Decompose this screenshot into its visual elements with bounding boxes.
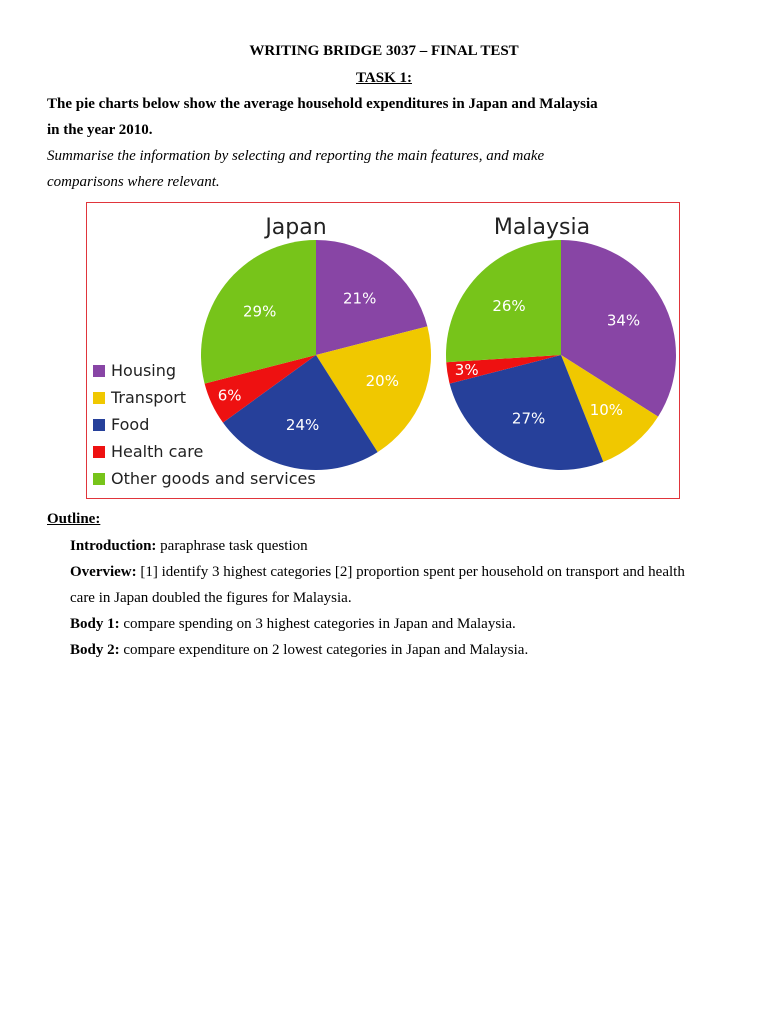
question-line-1: The pie charts below show the average household expenditures in Japan and Malaysia [47, 96, 598, 112]
task-heading: TASK 1: [356, 70, 412, 86]
legend-label: Housing [111, 361, 177, 380]
intro-label: Introduction: [70, 538, 157, 554]
overview-label: Overview: [70, 564, 137, 580]
question-line-2: in the year 2010. [47, 122, 153, 138]
document-title: WRITING BRIDGE 3037 – FINAL TEST [249, 43, 519, 59]
pie-charts-svg [87, 203, 681, 500]
chart-title: Japan [265, 215, 327, 240]
chart-title: Malaysia [493, 215, 591, 240]
legend-swatch [93, 365, 105, 377]
slice-label: 24% [285, 416, 320, 434]
pie-charts-figure [86, 202, 680, 499]
slice-label: 10% [589, 400, 624, 419]
body1-label: Body 1: [70, 616, 120, 632]
slice-label: 34% [606, 311, 641, 330]
slice-label: 20% [365, 372, 399, 391]
legend-label: Health care [111, 442, 204, 461]
outline-body-1 [70, 611, 710, 637]
body2-label: Body 2: [70, 642, 120, 658]
body1-text: compare spending on 3 highest categories in Japan and Malaysia. [119, 616, 516, 632]
legend-label: Food [111, 415, 150, 434]
overview-text: [1] identify 3 highest categories [2] proportion spent per household on transport and health care in Japan doubled the figures for Malaysia. [70, 564, 685, 606]
body2-text: compare expenditure on 2 lowest categories in Japan and Malaysia. [119, 642, 529, 658]
slice-label: 3% [454, 360, 479, 379]
slice-label: 21% [343, 289, 377, 308]
legend-swatch [93, 473, 105, 485]
legend-label: Transport [111, 388, 187, 407]
legend-swatch [93, 446, 105, 458]
outline-introduction [70, 533, 710, 559]
outline-heading: Outline: [47, 511, 101, 527]
slice-label: 26% [492, 297, 526, 316]
legend-swatch [93, 392, 105, 404]
legend-swatch [93, 419, 105, 431]
slice-label: 6% [217, 386, 242, 405]
slice-label: 29% [243, 302, 277, 321]
intro-text: paraphrase task question [156, 538, 308, 554]
instruction-line-1: Summarise the information by selecting and reporting the main features, and make [47, 148, 545, 164]
legend-label: Other goods and services [111, 469, 316, 488]
instruction-line-2: comparisons where relevant. [47, 174, 220, 190]
outline-body-2 [70, 637, 710, 663]
slice-label: 27% [511, 409, 546, 428]
outline-overview [70, 559, 710, 611]
